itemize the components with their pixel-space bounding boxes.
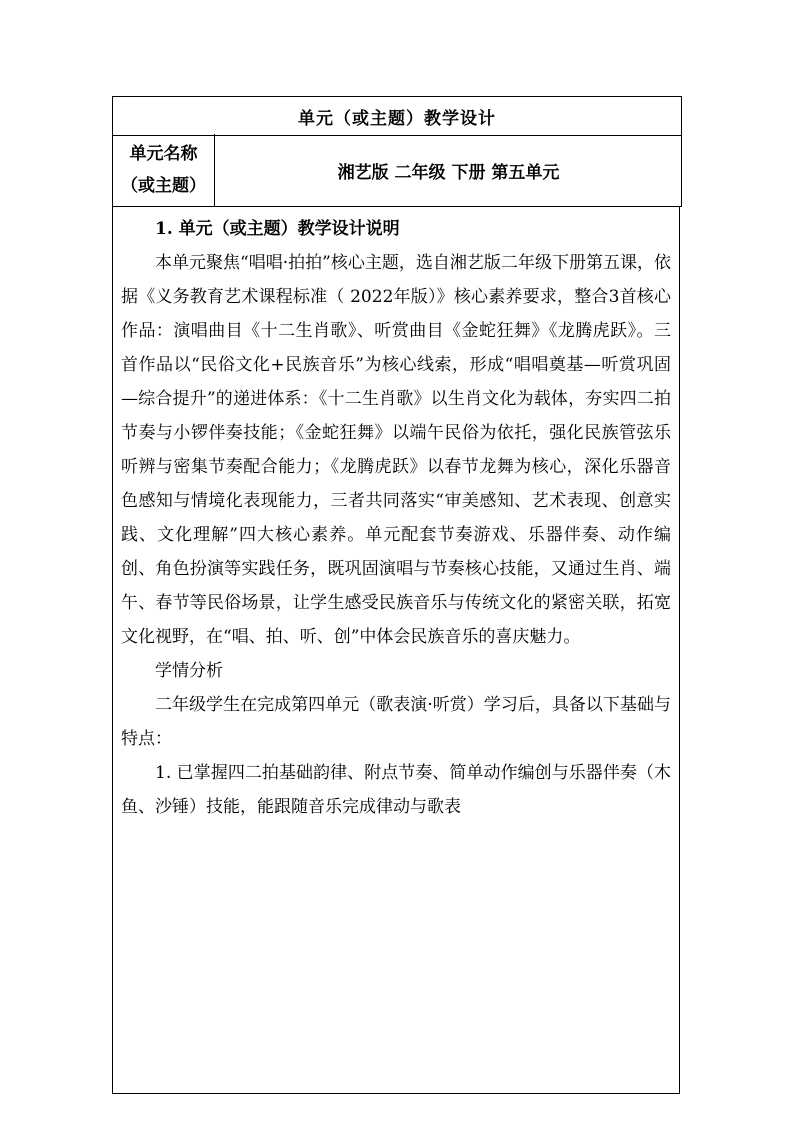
section1-heading: 1. 单元（或主题）教学设计说明 [155, 219, 400, 239]
section1-paragraph: 本单元聚焦“唱唱·拍拍”核心主题，选自湘艺版二年级下册第五课，依据《义务教育艺术课程标准（ 2022年版）》核心素养要求，整合3首核心作品：演唱曲目《十二生肖歌》、听赏曲目《金蛇狂舞》《龙腾虎跃》。三首作品以“民俗文化+民族音乐”为核心线索，形成“唱唱奠基—听赏巩固—综合提升”的递进体系：《十二生肖歌》以生肖文化为载体，夯实四二拍节奏与小锣伴奏技能；《金蛇狂舞》以端午民俗为依托，强化民族管弦乐听辨与密集节奏配合能力；《龙腾虎跃》以春节龙舞为核心，深化乐器音色感知与情境化表现能力，三者共同落实“审美感知、艺术表现、创意实践、文化理解”四大核心素养。单元配套节奏游戏、乐器伴奏、动作编创、角色扮演等实践任务，既巩固演唱与节奏核心技能，又通过生肖、端午、春节等民俗场景，让学生感受民族音乐与传统文化的紧密关联，拓宽文化视野，在“唱、拍、听、创”中体会民族音乐的喜庆魅力。 [121, 253, 671, 647]
unit-name-label [113, 134, 215, 206]
unit-name-label-line1: 单元名称 [129, 144, 198, 164]
design-description-text [121, 212, 671, 824]
analysis-item-1: 1. 已掌握四二拍基础韵律、附点节奏、简单动作编创与乐器伴奏（木鱼、沙锤）技能，能跟随音乐完成律动与歌表 [121, 763, 671, 817]
unit-name-value: 湘艺版 二年级 下册 第五单元 [337, 162, 560, 183]
unit-name-label-line2: （或主题） [121, 176, 206, 196]
unit-name-row [112, 134, 682, 207]
analysis-heading: 学情分析 [155, 661, 223, 681]
design-description-cell [112, 206, 680, 1094]
table-title: 单元（或主题）教学设计 [112, 96, 682, 136]
analysis-intro: 二年级学生在完成第四单元（歌表演·听赏）学习后，具备以下基础与特点： [121, 695, 671, 749]
